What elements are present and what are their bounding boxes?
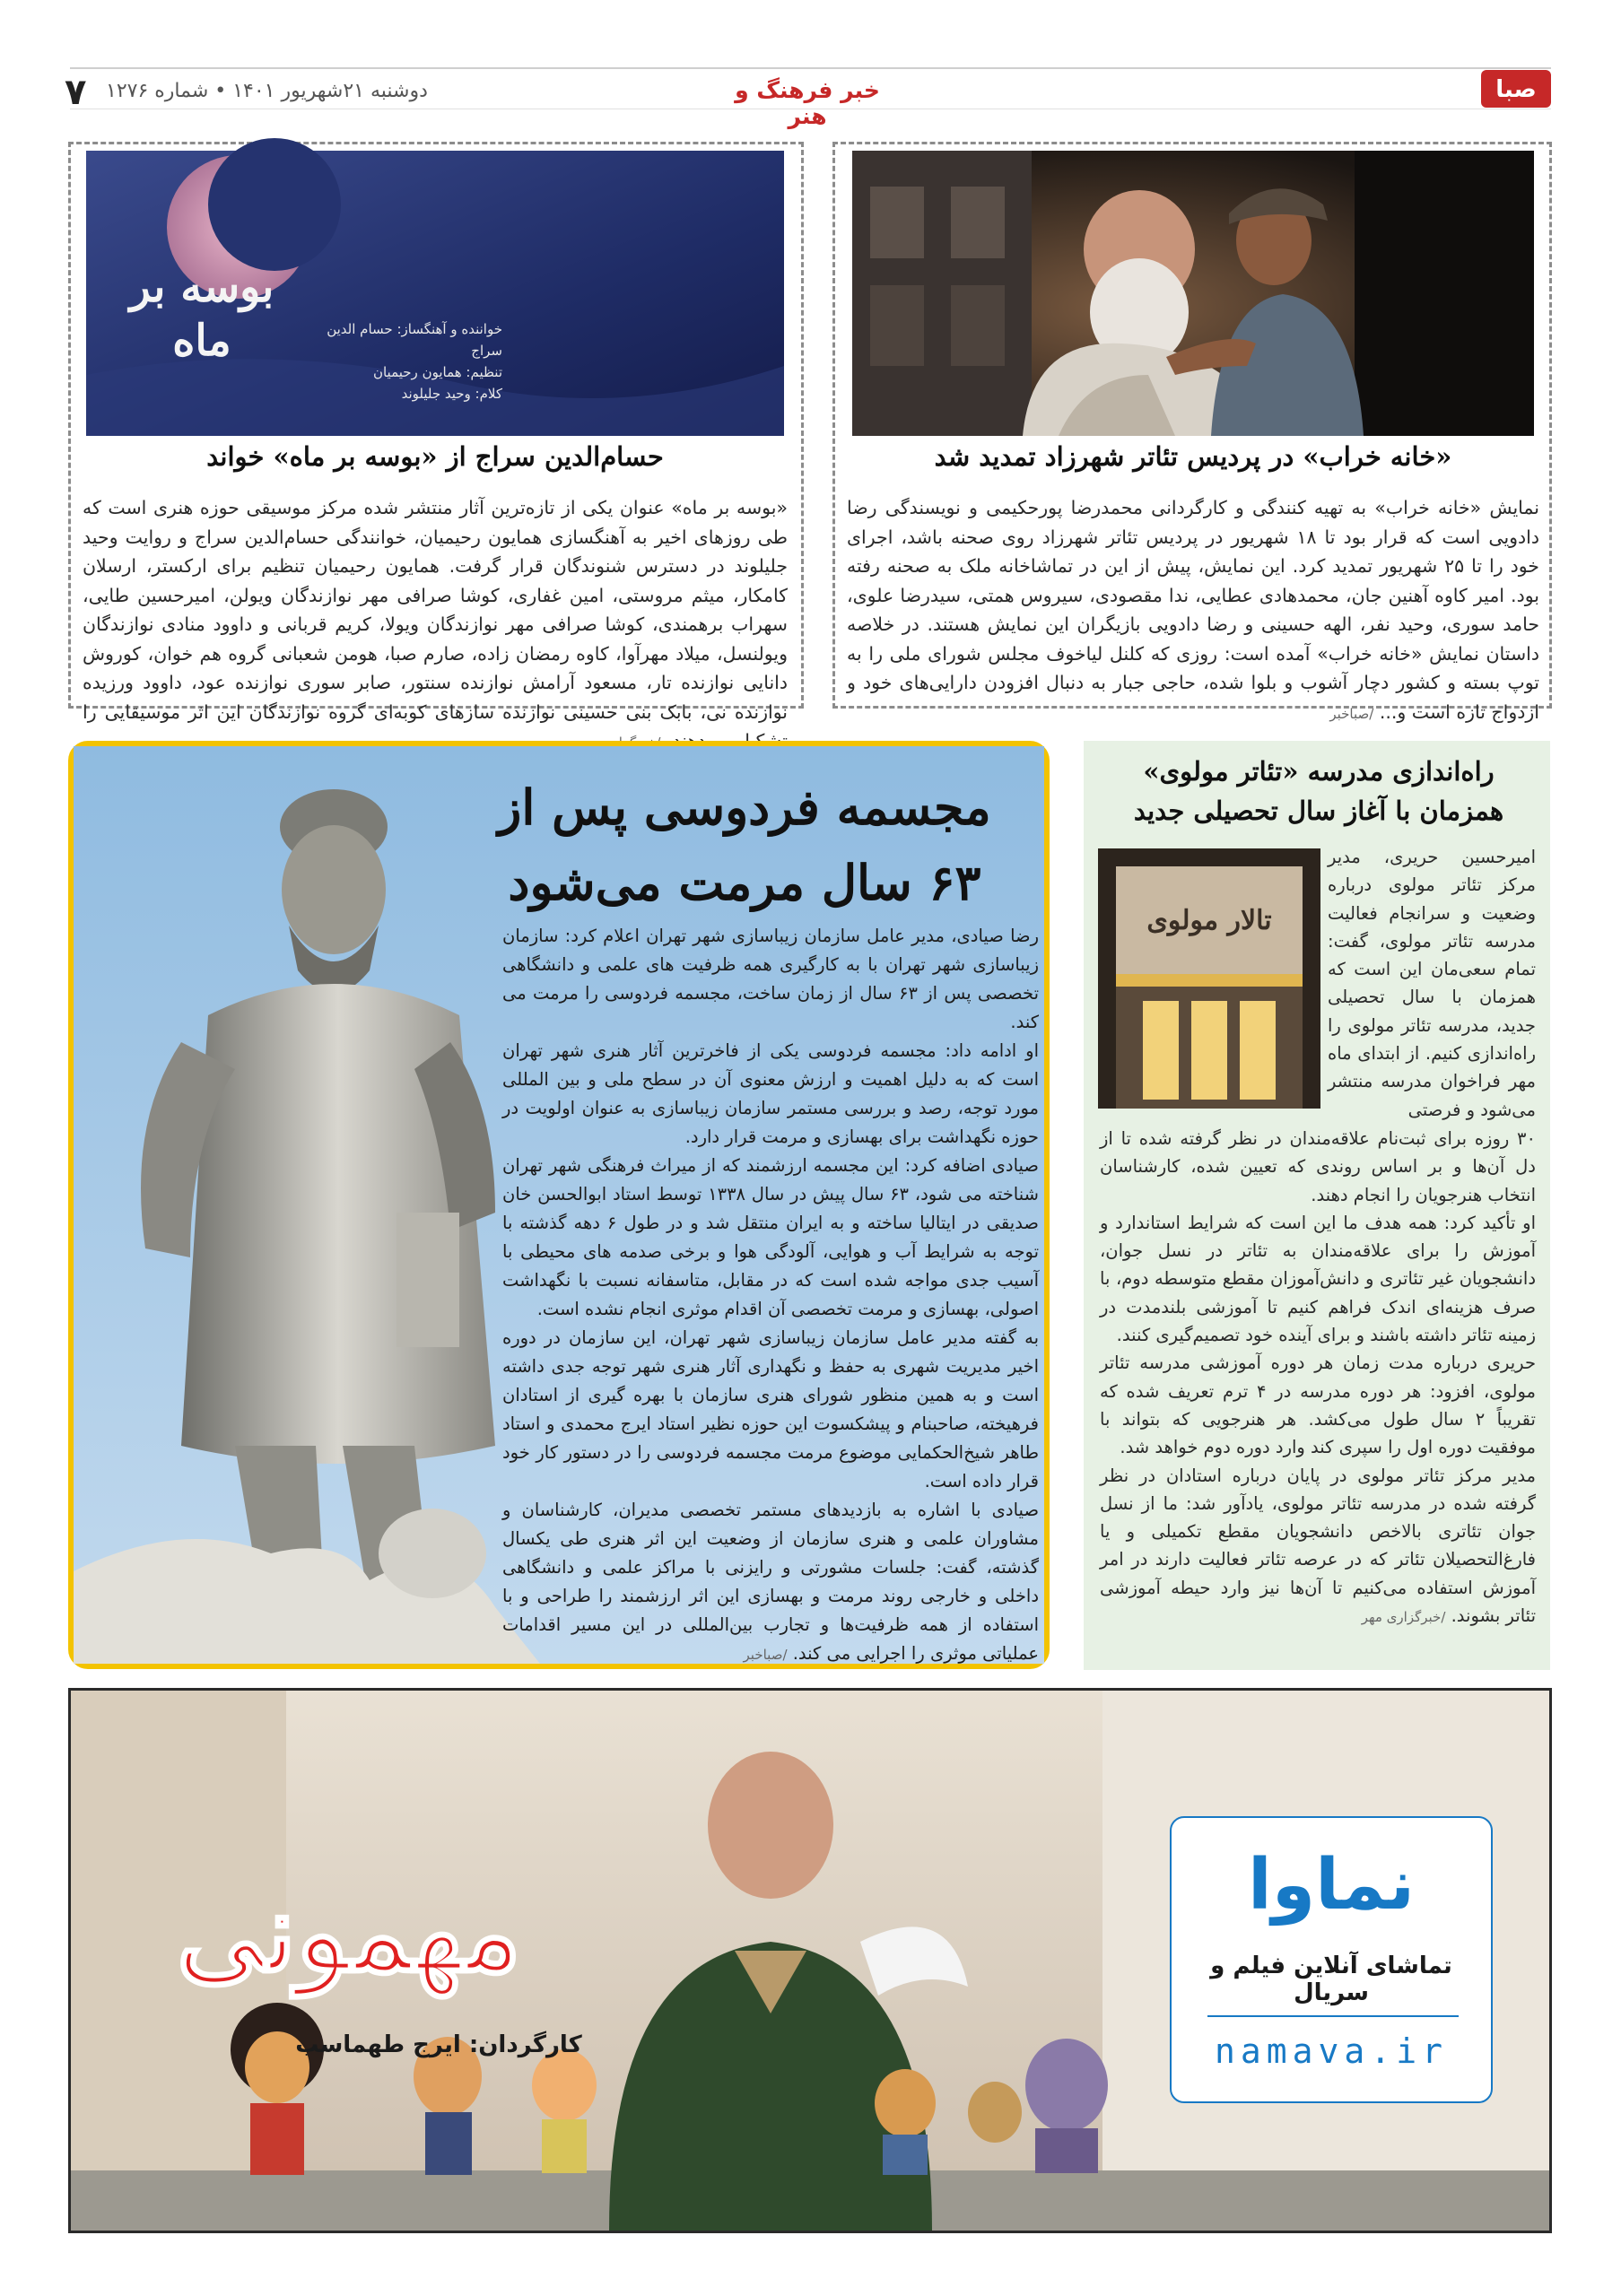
album-credit-singer: خواننده و آهنگساز: حسام الدین سراج [327, 321, 502, 359]
namava-divider [1207, 2015, 1459, 2017]
feature-credit: /صباخبر [743, 1647, 788, 1663]
theatre-photo [852, 151, 1534, 436]
music-article-body [83, 493, 788, 723]
theatre-article-text: نمایش «خانه خراب» به تهیه کنندگی و کارگردانی محمدرضا پورحکیمی و نویسندگی رضا دادویی است که قرار بود تا ۱۸ شهریور در پردیس تئاتر شهرزاد روی صحنه باشد، اجرای خود را تا ۲۵ شهریور تمدید کرد. این نمایش، پیش از این در تماشاخانه ملک به صحنه رفته بود. امیر کاوه آهنین جان، محمدهادی عطایی، ندا مقصودی، سیروس همتی، سیدرضا علوی، حامد سوری، وحید نفر، الهه حسینی و رضا دادویی بازیگران این نمایش هستند. در خلاصه داستان نمایش «خانه خراب» آمده است: روزی که کلنل لیاخوف مجلس شورای ملی را به توپ بسته و کشور دچار آشوب و بلوا شده، حاجی جبار به دنبال افزودن دارایی‌های خود و ازدواج تازه است و... [847, 497, 1539, 723]
page-number: ۷ [65, 72, 87, 113]
molavi-theatre-photo [1098, 848, 1320, 1109]
album-credits [296, 318, 502, 404]
album-credit-arranger: تنظیم: همایون رحیمیان [372, 364, 502, 380]
molavi-paragraph: ۳۰ روزه برای ثبت‌نام علاقه‌مندان در نظر گرفته شده تا از دل آن‌ها و بر اساس روندی که تعیین شده، کارشناسان انتخاب هنرجویان را انجام دهند. [1100, 1128, 1536, 1205]
theatre-article-credit: /صباخبر [1329, 705, 1374, 722]
feature-paragraph-text: صیادی با اشاره به بازدیدهای مستمر تخصصی مدیران، کارشناسان و مشاوران علمی و هنری سازمان از وضعیت این اثر هنری طی یکسال گذشته، گفت: جلسات مشورتی و رایزنی با مراکز علمی و دانشگاهی داخلی و خارجی روند مرمت و بهسازی این اثر ارزشمند را طراحی و با استفاده از همه ظرفیت‌ها و تجارب بین‌المللی در این مسیر اقدامات عملیاتی موثری را اجرایی می کند. [502, 1500, 1039, 1664]
album-title: بوسه بر ماه [129, 262, 275, 366]
issue-date: دوشنبه ۲۱شهریور ۱۴۰۱ • شماره ۱۲۷۶ [106, 80, 428, 102]
molavi-body [1100, 1125, 1536, 1631]
namava-panel[interactable] [1170, 1816, 1493, 2103]
logo-text: صبا [1495, 76, 1537, 103]
feature-paragraph: او ادامه داد: مجسمه فردوسی یکی از فاخرترین آثار هنری شهر تهران است که به دلیل اهمیت و ارزش معنوی آن در سطح ملی و بین المللی مورد توجه، رصد و بررسی مستمر سازمان زیباسازی به عنوان اولویت در حوزه نگهداشت برای بهسازی و مرمت قرار دارد. [502, 1040, 1039, 1147]
molavi-sidebar-title [1100, 752, 1538, 831]
molavi-paragraph [1100, 1462, 1536, 1632]
ferdowsi-feature-title: مجسمه فردوسی پس از ۶۳ سال مرمت می‌شود [498, 778, 991, 911]
feature-paragraph: رضا صیادی، مدیر عامل سازمان زیباسازی شهر تهران اعلام کرد: سازمان زیباسازی شهر تهران با به کارگیری همه ظرفیت های علمی و دانشگاهی تخصصی پس از ۶۳ سال از زمان ساخت، مجسمه فردوسی را مرمت می کند. [502, 926, 1039, 1032]
theatre-article-body [847, 493, 1539, 723]
namava-url[interactable]: namava.ir [1215, 2031, 1448, 2071]
molavi-paragraph: او تأکید کرد: همه هدف ما این است که شرایط استاندارد و آموزش را برای علاقه‌مندان به تئاتر در نسل جوان، دانشجویان غیر تئاتری و دانش‌آموزان مقطع متوسطه دوم، با صرف هزینه‌ای اندک فراهم کنیم تا آموزشی بلندمدت در زمینه تئاتر داشته باشند و برای آینده خود تصمیم‌گیری کنند. [1100, 1212, 1536, 1346]
theatre-article-title: «خانه خراب» در پردیس تئاتر شهرزاد تمدید شد [934, 441, 1452, 472]
molavi-paragraph-text: مدیر مرکز تئاتر مولوی در پایان درباره استادان در نظر گرفته شده در مدرسه تئاتر مولوی، یادآور شد: ما از نسل جوان تئاتری بالاخص دانشجویان مقطع تکمیلی و یا فارغ‌التحصیلان تئاتر که در عرصه تئاتر فعالیت دارند در امر آموزش استفاده می‌کنیم تا آن‌ها نیز وارد حیطه آموزشی تئاتر بشوند. [1100, 1465, 1536, 1627]
album-credit-lyrics: کلام: وحید جلیلوند [401, 386, 502, 402]
feature-paragraph [502, 1496, 1039, 1669]
namava-tagline: تماشای آنلاین فیلم و سریال [1210, 1952, 1452, 2006]
music-article-text: «بوسه بر ماه» عنوان یکی از تازه‌ترین آثار منتشر شده مرکز موسیقی حوزه هنری است که طی روزهای اخیر به آهنگسازی همایون رحیمیان، خوانندگی حسام‌الدین سراج و روایت وحید جلیلوند در دسترس شنوندگان قرار گرفت. همایون رحیمیان تنظیم برای ارکستر، ارسلان کامکار، میثم مروستی، امین غفاری، کوشا صرافی مهر نوازندگان ویولن، امیرحسین طایی، سهراب برهمندی، کوشا صرافی مهر نوازندگان ویولا، کریم قربانی و داوود منادی نوازندگان ویولنسل، میلاد مهرآوا، کاوه رمضان زاده، صارم صبا، هومن شعبانی گروه هم خوان، کوروش دانایی نوازنده تار، مسعود آرامش نوازنده سنتور، صابر سوری نوازنده عود، داوود ورزیده نوازنده نی، بابک بنی حسینی نوازنده سازهای کوبه‌ای گروه نوازندگان این اثر موسیقایی را [83, 497, 788, 723]
ad-director: کارگردان: ایرج طهماسب [295, 2031, 582, 2058]
molavi-sign-text: تالار مولوی [1146, 905, 1272, 936]
header-top-rule [70, 67, 1551, 69]
namava-advertisement[interactable] [68, 1688, 1552, 2233]
feature-paragraph: صیادی اضافه کرد: این مجسمه ارزشمند که از میراث فرهنگی شهر تهران شناخته می شود، ۶۳ سال پیش در سال ۱۳۳۸ توسط استاد ابوالحسن خان صدیقی در ایتالیا ساخته و به ایران منتقل شد و در طول ۶ دهه گذشته با توجه به شرایط آب و هوایی، آلودگی هوا و برخی صدمه های محیطی با آسیب جدی مواجه شده است که در مقابل، متاسفانه نسبت با نگهداشت اصولی، بهسازی و مرمت تخصصی آن اقدام موثری انجام نشده است. [502, 1155, 1039, 1319]
molavi-credit: /خبرگزاری مهر [1361, 1609, 1446, 1626]
mehmooni-logo: مهمونی [176, 1870, 522, 1996]
molavi-paragraph: حریری درباره مدت زمان هر دوره آموزشی مدرسه تئاتر مولوی، افزود: هر دوره مدرسه در ۴ ترم تعریف شده که تقریباً ۲ سال طول می‌کشد. هر هنرجویی که بتواند با موفقیت دوره اول را سپری کند وارد دوره دوم خواهد شد. [1100, 1352, 1537, 1458]
music-article-title: حسام‌الدین سراج از «بوسه بر ماه» خواند [206, 441, 664, 472]
ferdowsi-feature-body [502, 922, 1039, 1669]
feature-paragraph: به گفته مدیر عامل سازمان زیباسازی شهر تهران، این سازمان در دوره اخیر مدیریت شهری به حفظ و نگهداری آثار هنری شهر توجه جدی داشته است و به همین منظور شورای هنری سازمان با بهره گیری از استادان فرهیخته، صاحبنام و پیشکسوت این حوزه نظیر استاد ایرج محمدی و استاد طاهر شیخ‌الحکمایی موضوع مرمت مجسمه فردوسی را در دستور کار خود قرار داده است. [502, 1327, 1039, 1492]
molavi-title-line1: راه‌اندازی مدرسه «تئاتر مولوی» [1143, 756, 1495, 787]
molavi-intro: امیرحسین حریری، مدیر مرکز تئاتر مولوی درباره وضعیت و سرانجام فعالیت مدرسه تئاتر مولوی، گفت: تمام سعی‌مان این است که همزمان با سال تحصیلی جدید، مدرسه تئاتر مولوی را راه‌اندازی کنیم. از ابتدای ماه مهر فراخوان مدرسه منتشر می‌شود و فرصتی [1328, 847, 1536, 1120]
section-title: خبر فرهنگ و هنر [735, 77, 880, 129]
namava-logo: نماوا [1247, 1845, 1416, 1926]
saba-logo [1481, 70, 1551, 108]
molavi-title-line2: همزمان با آغاز سال تحصیلی جدید [1133, 796, 1504, 826]
